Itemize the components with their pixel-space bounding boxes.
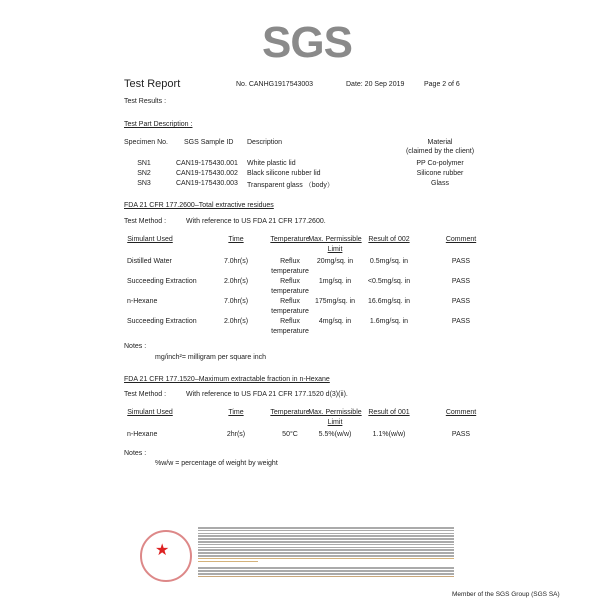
report-number: No. CANHG1917543003 [236, 81, 314, 88]
col-specimen: Specimen No. [124, 139, 168, 146]
fine-print-line [198, 544, 454, 546]
comment: PASS [451, 278, 471, 285]
col-material-note: (claimed by the client) [405, 148, 475, 155]
sample-id: CAN19-175430.003 [176, 180, 238, 187]
col-simulant: Simulant Used [127, 236, 173, 243]
specimen-no: SN2 [137, 170, 151, 177]
fine-print-line [198, 538, 454, 540]
col-simulant: Simulant Used [127, 409, 173, 416]
seal-star-icon: ★ [155, 542, 170, 559]
time: 2.0hr(s) [223, 278, 249, 285]
section2-method-label: Test Method : [124, 391, 167, 398]
fine-print-line [198, 541, 454, 543]
col-max-limit: Max. Permissible [308, 236, 362, 243]
description: Transparent glass （body） [247, 182, 334, 189]
temperature-2: temperature [271, 288, 309, 295]
fine-print-line [198, 527, 454, 529]
col-max-limit-2: Limit [327, 419, 343, 426]
temperature: 50°C [282, 431, 298, 438]
time: 7.0hr(s) [223, 258, 249, 265]
simulant: n-Hexane [127, 298, 158, 305]
time: 2hr(s) [226, 431, 246, 438]
fine-print-line [198, 552, 454, 554]
temperature: Reflux [280, 258, 300, 265]
comment: PASS [451, 258, 471, 265]
temperature-2: temperature [271, 268, 309, 275]
max-limit: 1mg/sq. in [318, 278, 352, 285]
col-temperature: Temperature [270, 236, 310, 243]
simulant: Distilled Water [127, 258, 172, 265]
col-result: Result of 002 [368, 236, 410, 243]
comment: PASS [451, 298, 471, 305]
test-results-label: Test Results : [124, 98, 167, 105]
report-title: Test Report [124, 78, 181, 90]
fine-print-line [198, 570, 454, 572]
section1-method: With reference to US FDA 21 CFR 177.2600. [186, 218, 326, 225]
simulant: n-Hexane [127, 431, 158, 438]
simulant: Succeeding Extraction [127, 318, 197, 325]
description: Black silicone rubber lid [247, 170, 321, 177]
result: 16.6mg/sq. in [367, 298, 411, 305]
max-limit: 5.5%(w/w) [318, 431, 352, 438]
col-time: Time [228, 236, 244, 243]
col-max-limit-2: Limit [327, 246, 343, 253]
temperature-2: temperature [271, 328, 309, 335]
section2-method: With reference to US FDA 21 CFR 177.1520 d(3)(ii). [186, 391, 348, 398]
col-sample-id: SGS Sample ID [184, 139, 234, 146]
section1-heading: FDA 21 CFR 177.2600–Total extractive residues [124, 202, 274, 209]
result: <0.5mg/sq. in [367, 278, 411, 285]
fine-print-line [198, 549, 454, 551]
fine-print-line [198, 573, 454, 575]
specimen-no: SN3 [137, 180, 151, 187]
specimen-no: SN1 [137, 160, 151, 167]
fine-print-line [198, 547, 454, 549]
max-limit: 175mg/sq. in [314, 298, 356, 305]
sgs-member-text: Member of the SGS Group (SGS SA) [452, 591, 560, 598]
part-desc-heading: Test Part Description : [124, 121, 193, 128]
col-description: Description [247, 139, 283, 146]
comment: PASS [451, 431, 471, 438]
fine-print-line [198, 533, 454, 535]
section1-note: mg/inch²= milligram per square inch [155, 354, 267, 361]
max-limit: 20mg/sq. in [316, 258, 354, 265]
section2-heading: FDA 21 CFR 177.1520–Maximum extractable fraction in n-Hexane [124, 376, 330, 383]
sample-id: CAN19-175430.001 [176, 160, 238, 167]
fine-print-line [198, 530, 454, 532]
material: PP Co-polymer [416, 160, 464, 167]
col-material: Material [427, 139, 453, 146]
sample-id: CAN19-175430.002 [176, 170, 238, 177]
temperature: Reflux [280, 298, 300, 305]
col-comment: Comment [445, 409, 477, 416]
result: 1.1%(w/w) [372, 431, 406, 438]
col-time: Time [228, 409, 244, 416]
temperature: Reflux [280, 278, 300, 285]
fine-print-line [198, 555, 454, 557]
footer-divider [198, 576, 454, 577]
section1-method-label: Test Method : [124, 218, 167, 225]
material: Silicone rubber [416, 170, 464, 177]
fine-print-line [198, 558, 454, 560]
result: 0.5mg/sq. in [369, 258, 409, 265]
col-temperature: Temperature [270, 409, 310, 416]
fine-print-line [198, 567, 454, 569]
description: White plastic lid [247, 160, 296, 167]
section2-notes-label: Notes : [124, 450, 147, 457]
simulant: Succeeding Extraction [127, 278, 197, 285]
sgs-logo: SGS [262, 18, 352, 67]
max-limit: 4mg/sq. in [318, 318, 352, 325]
material: Glass [431, 180, 449, 187]
col-comment: Comment [445, 236, 477, 243]
report-date: Date: 20 Sep 2019 [346, 81, 405, 88]
col-max-limit: Max. Permissible [308, 409, 362, 416]
section1-notes-label: Notes : [124, 343, 147, 350]
col-result: Result of 001 [368, 409, 410, 416]
page-number: Page 2 of 6 [424, 81, 460, 88]
time: 7.0hr(s) [223, 298, 249, 305]
temperature-2: temperature [271, 308, 309, 315]
section2-note: %w/w = percentage of weight by weight [155, 460, 278, 467]
fine-print-line [198, 535, 454, 537]
time: 2.0hr(s) [223, 318, 249, 325]
fine-print-line [198, 561, 258, 563]
temperature: Reflux [280, 318, 300, 325]
comment: PASS [451, 318, 471, 325]
result: 1.6mg/sq. in [369, 318, 409, 325]
